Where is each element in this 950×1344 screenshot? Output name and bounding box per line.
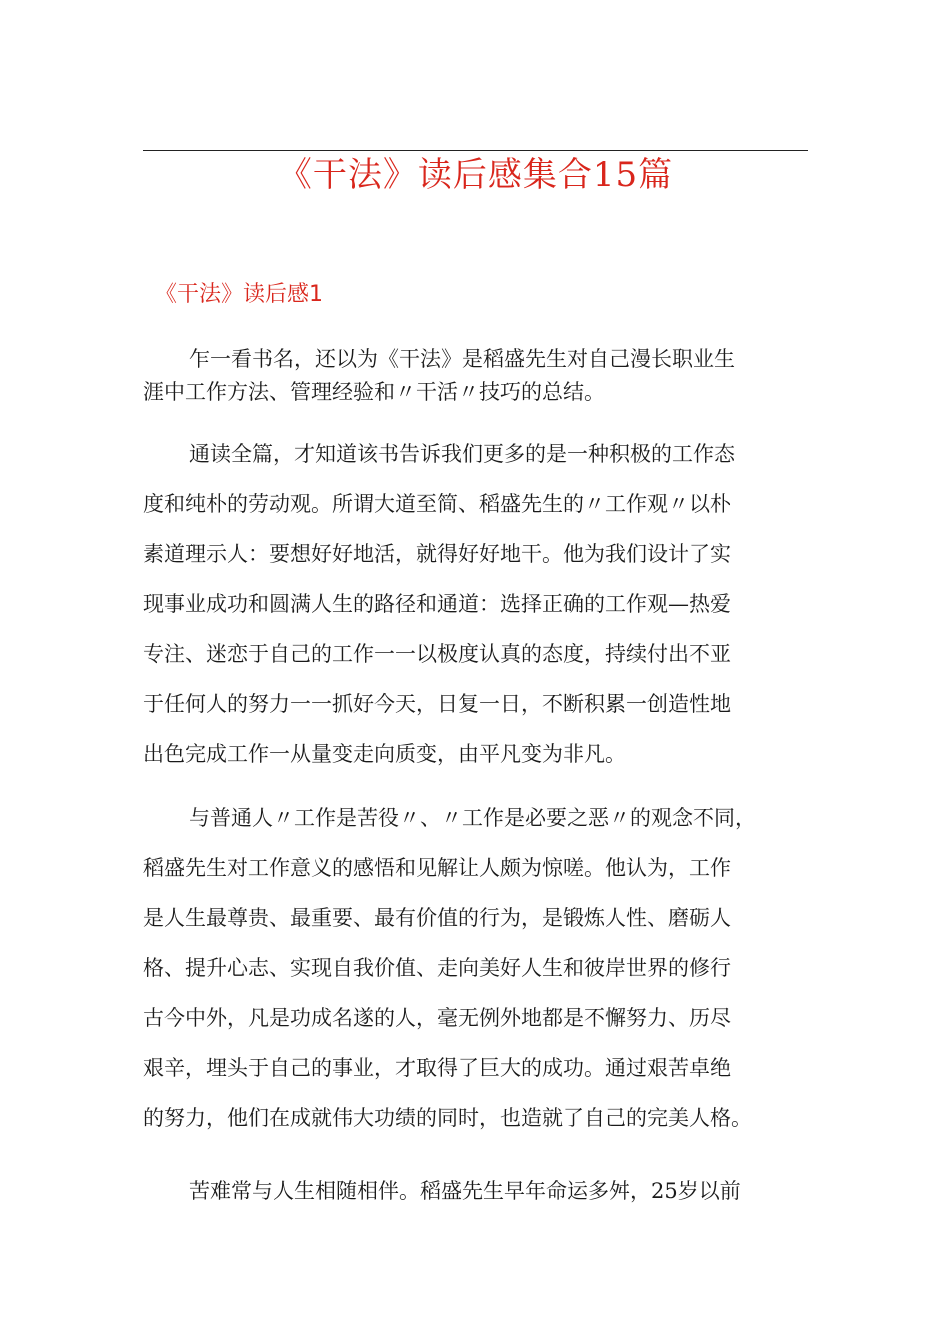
- paragraph-line: 艰辛，埋头于自己的事业，才取得了巨大的成功。通过艰苦卓绝: [143, 1056, 731, 1080]
- paragraph-line: 乍一看书名，还以为《干法》是稻盛先生对自己漫长职业生: [189, 347, 735, 371]
- paragraph-line: 古今中外，凡是功成名遂的人，毫无例外地都是不懈努力、历尽: [143, 1006, 731, 1030]
- paragraph-line: 稻盛先生对工作意义的感悟和见解让人颇为惊嗟。他认为，工作: [143, 856, 731, 880]
- paragraph-line: 现事业成功和圆满人生的路径和通道：选择正确的工作观—热爱: [143, 592, 731, 616]
- paragraph-line: 通读全篇，才知道该书告诉我们更多的是一种积极的工作态: [189, 442, 735, 466]
- paragraph-4: [143, 1166, 811, 1216]
- section-heading: 《干法》读后感1: [155, 282, 323, 307]
- paragraph-line: 度和纯朴的劳动观。所谓大道至简、稻盛先生的〃工作观〃以朴: [143, 492, 731, 516]
- paragraph-line: 苦难常与人生相随相伴。稻盛先生早年命运多舛，25岁以前: [189, 1179, 741, 1203]
- paragraph-line: 与普通人〃工作是苦役〃、〃工作是必要之恶〃的观念不同，: [189, 806, 756, 830]
- paragraph-line: 素道理示人：要想好好地活，就得好好地干。他为我们设计了实: [143, 542, 731, 566]
- paragraph-2: [143, 429, 811, 779]
- paragraph-line: 专注、迷恋于自己的工作一一以极度认真的态度，持续付出不亚: [143, 642, 731, 666]
- document-title: 《干法》读后感集合15篇: [277, 155, 674, 195]
- paragraph-line: 是人生最尊贵、最重要、最有价值的行为，是锻炼人性、磨砺人: [143, 906, 731, 930]
- paragraph-line: 涯中工作方法、管理经验和〃干活〃技巧的总结。: [143, 380, 605, 404]
- paragraph-line: 的努力，他们在成就伟大功绩的同时，也造就了自己的完美人格。: [143, 1106, 752, 1130]
- paragraph-line: 出色完成工作一从量变走向质变，由平凡变为非凡。: [143, 742, 626, 766]
- paragraph-line: 于任何人的努力一一抓好今天，日复一日，不断积累一创造性地: [143, 692, 731, 716]
- paragraph-line: 格、提升心志、实现自我价值、走向美好人生和彼岸世界的修行: [143, 956, 731, 980]
- paragraph-3: [143, 793, 811, 1143]
- paragraph-1: [143, 343, 811, 409]
